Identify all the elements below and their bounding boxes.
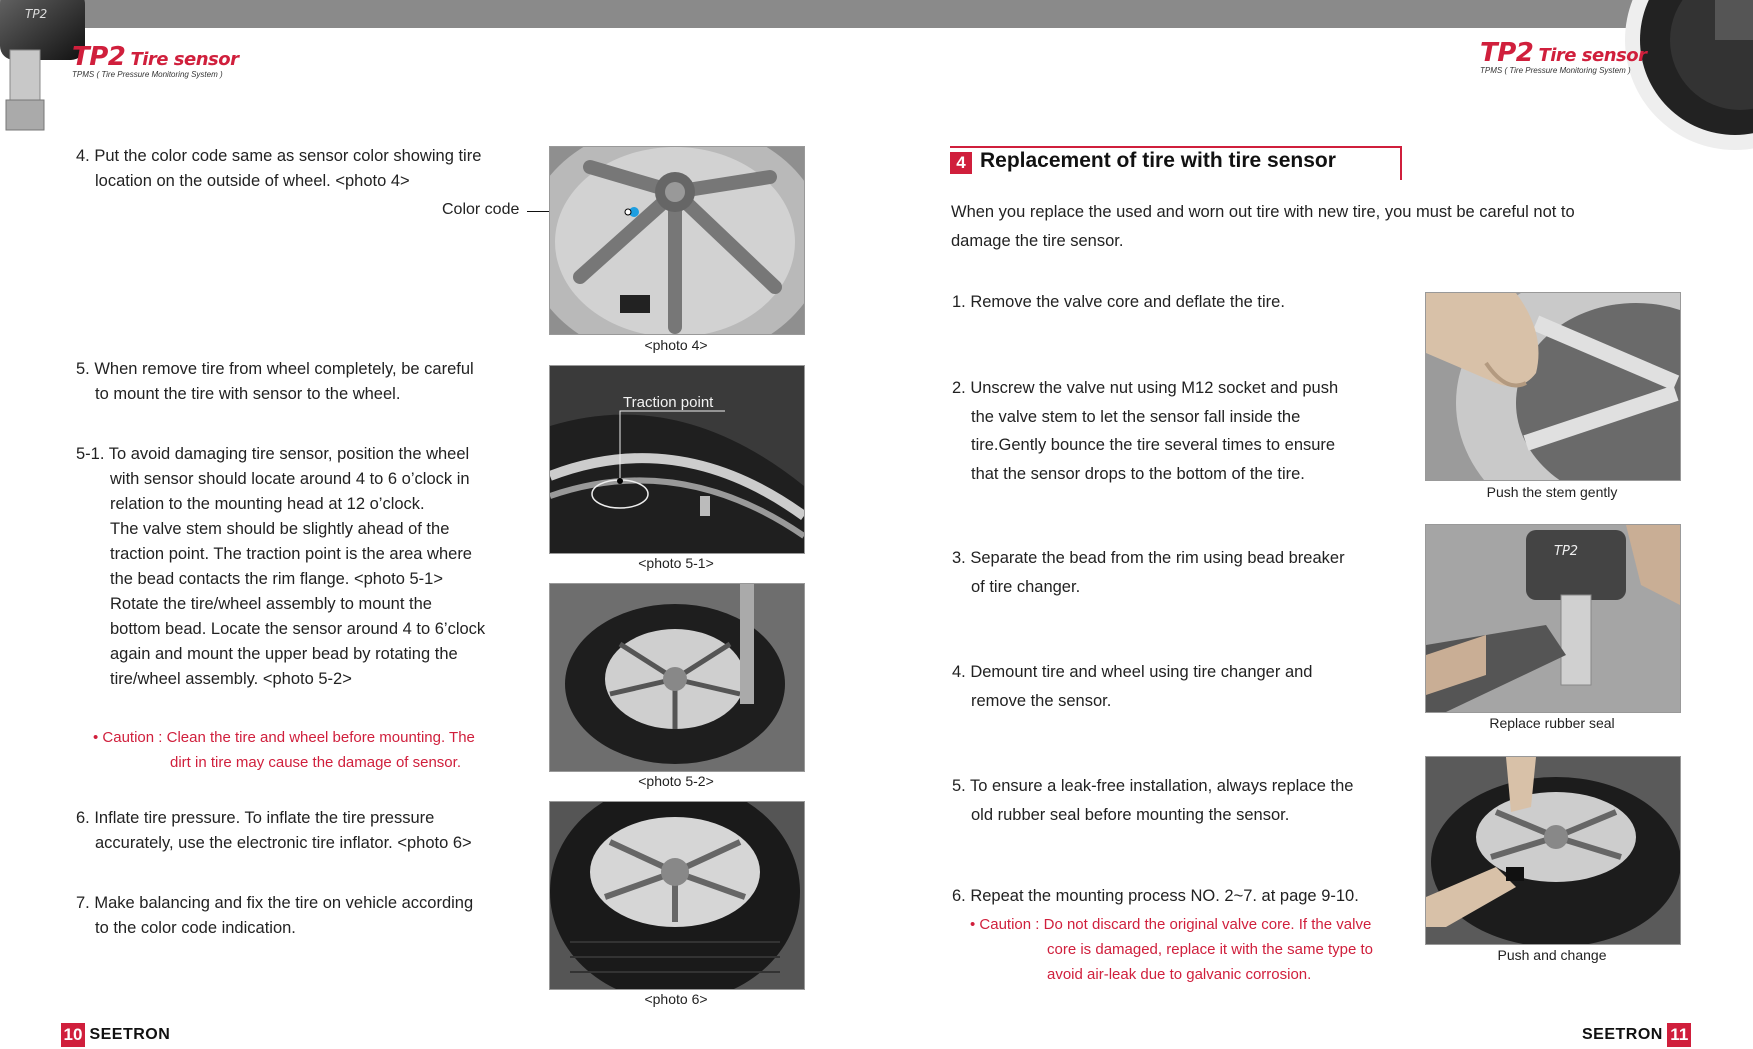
- top-bar: [0, 0, 1753, 28]
- tpms-display-image-right: [1605, 0, 1753, 180]
- step-4-line1: 4. Put the color code same as sensor color showing tire: [76, 147, 482, 165]
- step-4: [76, 144, 516, 194]
- page-number: 10: [61, 1023, 85, 1047]
- step-6: [76, 806, 509, 856]
- photo-5-2-caption: <photo 5-2>: [638, 773, 714, 789]
- r-step-4: [952, 658, 1386, 715]
- photo-4-wheel: [549, 146, 805, 335]
- intro-line2: damage the tire sensor.: [951, 232, 1124, 250]
- section-number: 4: [950, 152, 972, 174]
- intro-line1: When you replace the used and worn out tire with new tire, you must be careful not to: [951, 203, 1575, 221]
- brand-subtitle: TPMS ( Tire Pressure Monitoring System ): [1480, 66, 1631, 75]
- r-step-1-text: 1. Remove the valve core and deflate the tire.: [952, 293, 1285, 311]
- photo-4-caption: <photo 4>: [644, 337, 708, 353]
- caution-line: dirt in tire may cause the damage of sensor.: [170, 754, 461, 771]
- step-5-line1: 5. When remove tire from wheel completely, be careful: [76, 360, 474, 378]
- section-header: [950, 146, 1402, 180]
- intro: [951, 198, 1677, 256]
- r-step-2-line: the valve stem to let the sensor fall inside the: [971, 407, 1301, 426]
- footer-right: [1582, 1023, 1691, 1049]
- page-number: 11: [1667, 1023, 1691, 1047]
- r-step-4-line1: 4. Demount tire and wheel using tire changer and: [952, 663, 1313, 681]
- brand-name: TP2: [1480, 38, 1534, 68]
- photo-5-1-traction: [549, 365, 805, 554]
- r-step-2-line: that the sensor drops to the bottom of the tire.: [971, 464, 1305, 483]
- company-name: SEETRON: [89, 1026, 171, 1043]
- caution-line: avoid air-leak due to galvanic corrosion.: [1047, 966, 1312, 983]
- step-5-1-line: tire/wheel assembly. <photo 5-2>: [110, 670, 352, 688]
- caution-note-right: [970, 912, 1386, 987]
- step-4-line2: location on the outside of wheel. <photo 4>: [95, 172, 410, 190]
- step-5-line2: to mount the tire with sensor to the wheel.: [95, 385, 401, 403]
- step-5-1-line: relation to the mounting head at 12 o’clock.: [110, 495, 425, 513]
- r-step-2-line: 2. Unscrew the valve nut using M12 socket and push: [952, 379, 1339, 397]
- step-6-line2: accurately, use the electronic tire inflator. <photo 6>: [95, 834, 472, 852]
- photo-5-2-mounting: [549, 583, 805, 772]
- brand-logo-right: [1480, 38, 1646, 75]
- photo-push-change-caption: Push and change: [1497, 947, 1607, 963]
- footer-left: [61, 1023, 170, 1049]
- photo-6-inflate: [549, 801, 805, 990]
- step-5-1: [76, 442, 509, 692]
- brand-product: Tire sensor: [1538, 45, 1647, 66]
- r-step-3-line2: of tire changer.: [971, 577, 1081, 596]
- step-5-1-line: 5-1. To avoid damaging tire sensor, position the wheel: [76, 445, 470, 463]
- photo-push-stem: [1425, 292, 1681, 481]
- step-5-1-line: traction point. The traction point is the area where: [110, 545, 472, 563]
- r-step-3: [952, 544, 1386, 601]
- r-step-5: [952, 772, 1386, 829]
- caution-note-left: [93, 725, 509, 775]
- photo-replace-seal-caption: Replace rubber seal: [1489, 715, 1615, 731]
- r-step-4-line2: remove the sensor.: [971, 691, 1112, 710]
- step-5-1-line: again and mount the upper bead by rotating the: [110, 645, 458, 663]
- r-step-6: [952, 884, 1392, 909]
- photo-push-change: [1425, 756, 1681, 945]
- brand-name: TP2: [72, 42, 126, 72]
- step-7-line1: 7. Make balancing and fix the tire on vehicle according: [76, 894, 474, 912]
- step-6-line1: 6. Inflate tire pressure. To inflate the tire pressure: [76, 809, 435, 827]
- step-5: [76, 357, 516, 407]
- brand-logo-left: [72, 42, 238, 79]
- r-step-6-text: 6. Repeat the mounting process NO. 2~7. at page 9-10.: [952, 887, 1359, 905]
- traction-point-label: Traction point: [623, 394, 714, 411]
- color-code-label: Color code: [442, 201, 520, 218]
- brand-product: Tire sensor: [130, 49, 239, 70]
- r-step-3-line1: 3. Separate the bead from the rim using bead breaker: [952, 549, 1345, 567]
- r-step-2-line: tire.Gently bounce the tire several times to ensure: [971, 436, 1336, 454]
- svg-text:TP2: TP2: [25, 7, 48, 21]
- company-name: SEETRON: [1582, 1026, 1663, 1043]
- step-5-1-line: the bead contacts the rim flange. <photo 5-1>: [110, 570, 443, 588]
- r-step-5-line1: 5. To ensure a leak-free installation, always replace the: [952, 777, 1354, 795]
- step-5-1-line: The valve stem should be slightly ahead of the: [110, 520, 450, 538]
- step-5-1-line: bottom bead. Locate the sensor around 4 to 6’clock: [110, 620, 486, 638]
- step-7-line2: to the color code indication.: [95, 919, 296, 937]
- r-step-2: [952, 374, 1386, 488]
- section-title: Replacement of tire with tire sensor: [980, 149, 1336, 172]
- photo-5-1-caption: <photo 5-1>: [638, 555, 714, 571]
- caution-line: core is damaged, replace it with the same type to: [1047, 941, 1374, 958]
- photo-replace-seal: [1425, 524, 1681, 713]
- photo-6-caption: <photo 6>: [644, 991, 708, 1007]
- step-7: [76, 891, 516, 941]
- step-5-1-line: with sensor should locate around 4 to 6 o’clock in: [110, 470, 470, 488]
- step-5-1-line: Rotate the tire/wheel assembly to mount the: [110, 595, 432, 613]
- photo-push-stem-caption: Push the stem gently: [1486, 484, 1618, 500]
- caution-line: • Caution : Clean the tire and wheel before mounting. The: [93, 729, 475, 746]
- r-step-1: [952, 290, 1392, 315]
- caution-line: • Caution : Do not discard the original valve core. If the valve: [970, 916, 1372, 933]
- brand-subtitle: TPMS ( Tire Pressure Monitoring System ): [72, 70, 223, 79]
- r-step-5-line2: old rubber seal before mounting the sensor.: [971, 805, 1290, 824]
- sensor-label: TP2: [1554, 544, 1579, 559]
